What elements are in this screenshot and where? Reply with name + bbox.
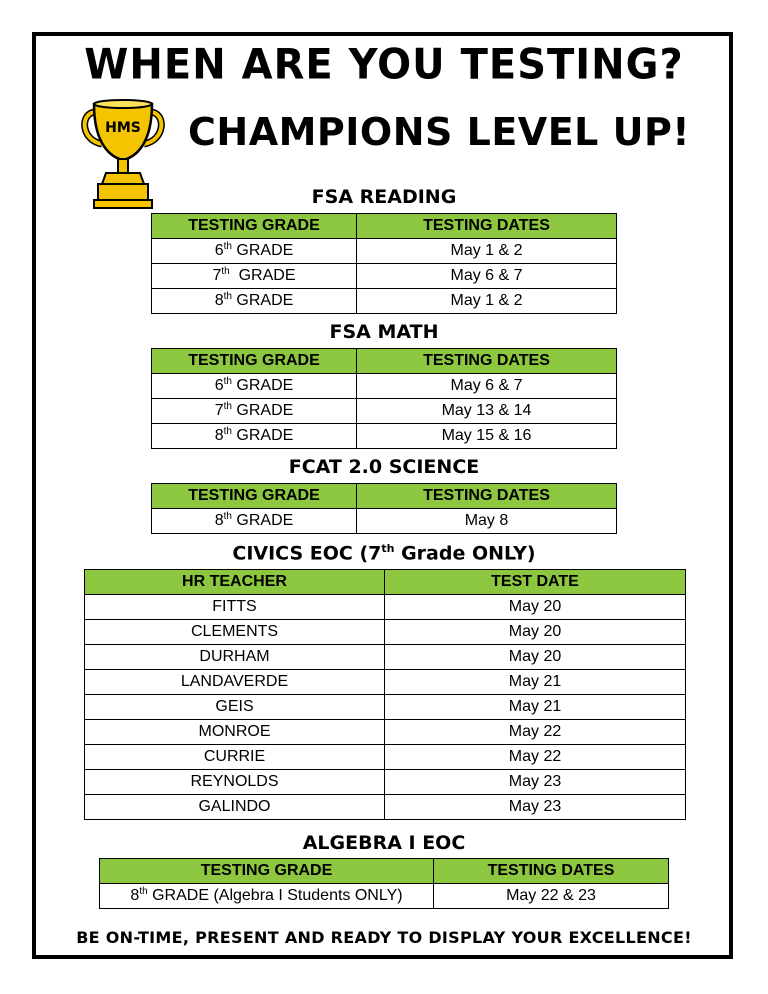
civics-heading: CIVICS EOC (7th Grade ONLY) [232, 542, 536, 565]
fcat-science-col-grade: TESTING GRADE [152, 484, 357, 509]
page-title: WHEN ARE YOU TESTING? [84, 40, 684, 90]
page-subtitle: CHAMPIONS LEVEL UP! [188, 110, 691, 154]
civics-col-date: TEST DATE [385, 570, 686, 595]
trophy-label: HMS [105, 120, 141, 136]
table-row: GALINDO May 23 [85, 795, 686, 820]
algebra-col-dates: TESTING DATES [434, 859, 669, 884]
table-row: CLEMENTS May 20 [85, 620, 686, 645]
table-row: REYNOLDS May 23 [85, 770, 686, 795]
algebra-heading: ALGEBRA I EOC [302, 832, 466, 854]
fsa-reading-table [151, 213, 617, 314]
algebra-col-grade: TESTING GRADE [100, 859, 434, 884]
fcat-science-table [151, 483, 617, 534]
table-row: DURHAM May 20 [85, 645, 686, 670]
algebra-table [99, 858, 669, 909]
fsa-math-col-dates: TESTING DATES [357, 349, 617, 374]
fcat-science-heading: FCAT 2.0 SCIENCE [288, 456, 480, 478]
table-row: 6th GRADE May 1 & 2 [152, 239, 617, 264]
fsa-reading-col-dates: TESTING DATES [357, 214, 617, 239]
fsa-math-table [151, 348, 617, 449]
fsa-reading-col-grade: TESTING GRADE [152, 214, 357, 239]
civics-col-teacher: HR TEACHER [85, 570, 385, 595]
table-row: 8th GRADE (Algebra I Students ONLY) May 22 & 23 [100, 884, 669, 909]
fsa-math-col-grade: TESTING GRADE [152, 349, 357, 374]
fsa-math-heading: FSA MATH [329, 321, 439, 343]
table-row: GEIS May 21 [85, 695, 686, 720]
table-row: FITTS May 20 [85, 595, 686, 620]
table-row: 7th GRADE May 6 & 7 [152, 264, 617, 289]
table-row: 8th GRADE May 1 & 2 [152, 289, 617, 314]
fcat-science-col-dates: TESTING DATES [357, 484, 617, 509]
table-row: CURRIE May 22 [85, 745, 686, 770]
fsa-reading-heading: FSA READING [311, 186, 457, 208]
table-row: 8th GRADE May 15 & 16 [152, 424, 617, 449]
table-row: 6th GRADE May 6 & 7 [152, 374, 617, 399]
footer-message: BE ON-TIME, PRESENT AND READY TO DISPLAY YOUR EXCELLENCE! [76, 928, 692, 947]
table-row: 8th GRADE May 8 [152, 509, 617, 534]
table-row: LANDAVERDE May 21 [85, 670, 686, 695]
civics-table [84, 569, 686, 820]
table-row: 7th GRADE May 13 & 14 [152, 399, 617, 424]
table-row: MONROE May 22 [85, 720, 686, 745]
